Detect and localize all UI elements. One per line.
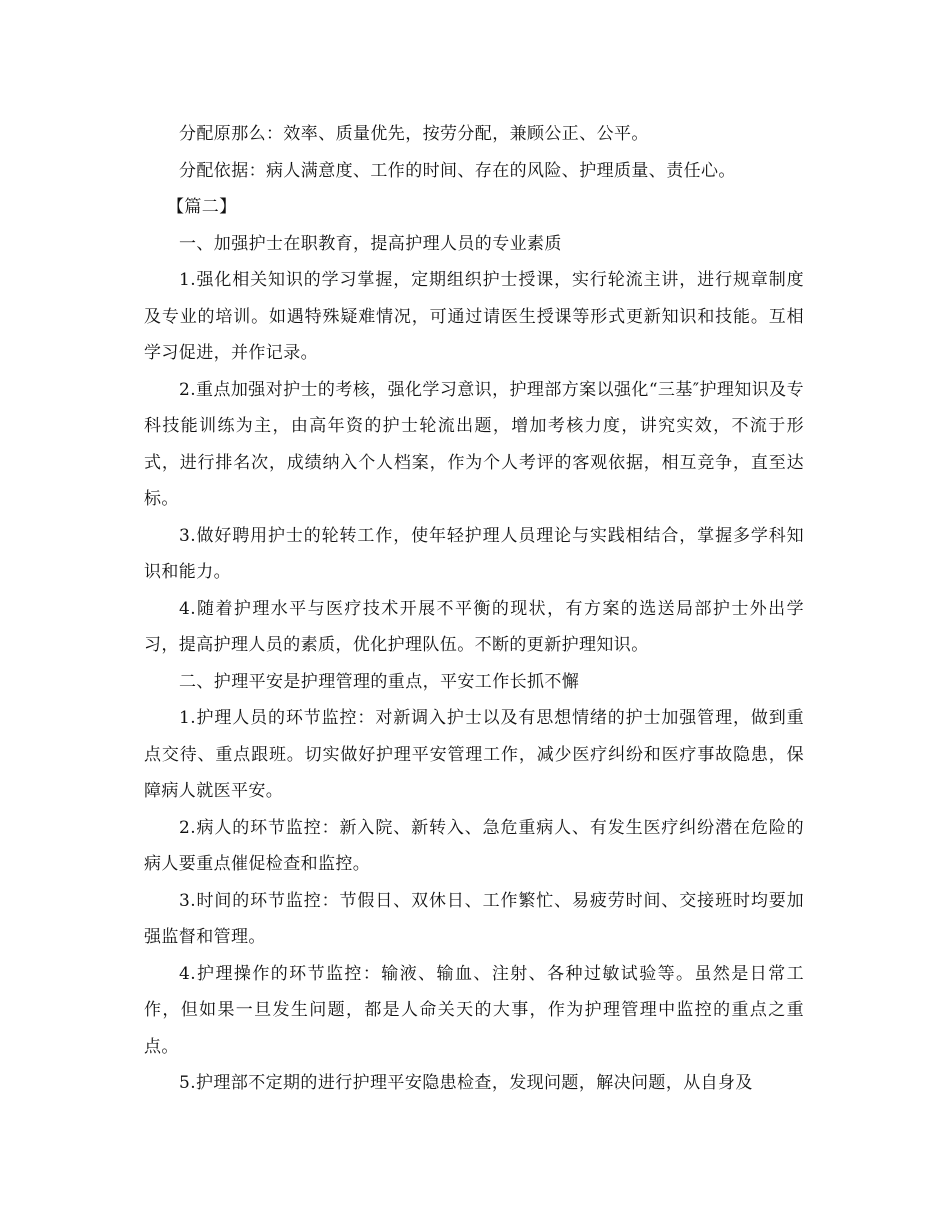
paragraph-safety-item-1: 1.护理人员的环节监控：对新调入护士以及有思想情绪的护士加强管理，做到重点交待、重点跟班。切实做好护理平安管理工作，减少医疗纠纷和医疗事故隐患，保障病人就医平安。 xyxy=(144,708,804,801)
paragraph-distribution-basis: 分配依据：病人满意度、工作的时间、存在的风险、护理质量、责任心。 xyxy=(179,160,736,181)
paragraph-distribution-principle: 分配原那么：效率、质量优先，按劳分配，兼顾公正、公平。 xyxy=(179,124,649,144)
paragraph-safety-item-2: 2.病人的环节监控：新入院、新转入、急危重病人、有发生医疗纠纷潜在危险的病人要重点催促检查和监控。 xyxy=(144,817,804,874)
heading-in-service-education: 一、加强护士在职教育，提高护理人员的专业素质 xyxy=(179,233,562,254)
paragraph-safety-item-4: 4.护理操作的环节监控：输液、输血、注射、各种过敏试验等。虽然是日常工作，但如果一旦发生问题，都是人命关天的大事，作为护理管理中监控的重点之重点。 xyxy=(144,963,804,1057)
paragraph-education-item-1: 1.强化相关知识的学习掌握，定期组织护士授课，实行轮流主讲，进行规章制度及专业的培训。如遇特殊疑难情况，可通过请医生授课等形式更新知识和技能。互相学习促进，并作记录。 xyxy=(144,270,804,363)
paragraph-education-item-3: 3.做好聘用护士的轮转工作，使年轻护理人员理论与实践相结合，掌握多学科知识和能力。 xyxy=(144,525,804,582)
heading-nursing-safety: 二、护理平安是护理管理的重点，平安工作长抓不懈 xyxy=(179,671,580,692)
paragraph-safety-item-3: 3.时间的环节监控：节假日、双休日、工作繁忙、易疲劳时间、交接班时均要加强监督和管理。 xyxy=(144,890,804,947)
document-body xyxy=(144,116,804,1102)
paragraph-education-item-2: 2.重点加强对护士的考核，强化学习意识，护理部方案以强化“三基″护理知识及专科技能训练为主，由高年资的护士轮流出题，增加考核力度，讲究实效，不流于形式，进行排名次，成绩纳入个人档案，作为个人考评的客观依据，相互竞争，直至达标。 xyxy=(144,379,804,509)
section-heading-part-two: 【篇二】 xyxy=(167,197,237,217)
paragraph-education-item-4: 4.随着护理水平与医疗技术开展不平衡的现状，有方案的选送局部护士外出学习，提高护理人员的素质，优化护理队伍。不断的更新护理知识。 xyxy=(144,598,804,655)
paragraph-safety-item-5: 5.护理部不定期的进行护理平安隐患检查，发现问题，解决问题，从自身及 xyxy=(179,1073,753,1093)
